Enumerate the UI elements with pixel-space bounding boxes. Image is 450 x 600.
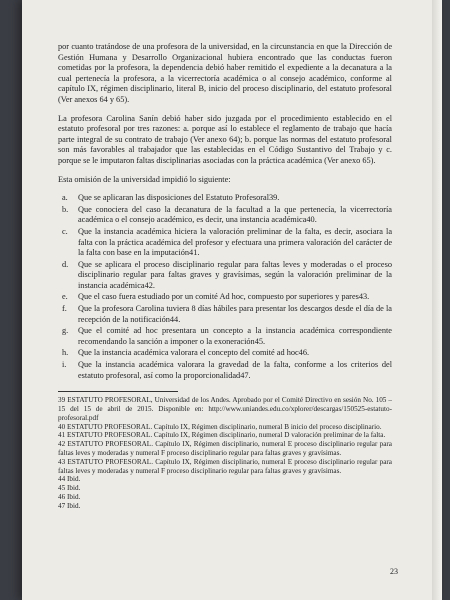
list-text: Que conociera del caso la decanatura de la facultad a la que pertenecía, la vicerrectoría académica o el consejo académico, es decir, una instancia académica40. xyxy=(78,204,392,225)
list-letter: e. xyxy=(62,292,68,302)
footnote: 43 ESTATUTO PROFESORAL. Capítulo IX, Régimen disciplinario, numeral E proceso disciplinario regular para faltas leves y moderadas y numeral F proceso disciplinario regular para faltas graves y gravísimas. xyxy=(58,457,392,475)
list-item xyxy=(58,292,392,303)
list-text: Que se aplicaran las disposiciones del Estatuto Profesoral39. xyxy=(78,193,280,203)
list-letter: i. xyxy=(62,360,67,370)
footnote: 39 ESTATUTO PROFESORAL, Universidad de los Andes. Aprobado por el Comité Directivo en sesión No. 105 – 15 del 15 de abril de 2015. Disponible en: http://www.uniandes.edu.co/xplorer/descargas/150525-estatuto-profesoral.pdf xyxy=(58,396,392,422)
footnote-divider xyxy=(58,391,178,392)
page-number: 23 xyxy=(390,567,398,576)
list-item xyxy=(58,304,392,325)
list-item xyxy=(58,360,392,381)
list-text: Que el caso fuera estudiado por un comité Ad hoc, compuesto por superiores y pares43. xyxy=(78,292,370,302)
footnote: 45 Ibid. xyxy=(58,484,81,493)
list-text: Que se aplicara el proceso disciplinario regular para faltas leves y moderadas o el proceso disciplinario regular para faltas graves y gravísimas, según la valoración preliminar de la instancia académica42. xyxy=(78,259,392,290)
list-text: Que la instancia académica valorara el concepto del comité ad hoc46. xyxy=(78,348,310,358)
list-item xyxy=(58,326,392,347)
paragraph-1: por cuanto tratándose de una profesora de la universidad, en la circunstancia en que la Dirección de Gestión Humana y Desarrollo Organizacional hubiera encontrado que las conductas fueron cometidas por la profesora, la dependencia debió haber remitido el expediente a la decanatura a la cual pertenecía la profesora, a la vicerrectoría académica o al consejo académico, conforme al capítulo IX, régimen disciplinario, literal B, inicio del proceso disciplinario, del estatuto profesoral (Ver anexos 64 y 65). xyxy=(58,42,392,104)
list-letter: c. xyxy=(62,226,68,236)
list-letter: h. xyxy=(62,348,69,358)
list-item xyxy=(58,205,392,226)
list-item xyxy=(58,348,392,359)
list-text: Que la instancia académica valorara la gravedad de la falta, conforme a los criterios del estatuto profesoral, así como la proporcionalidad47. xyxy=(78,360,392,380)
footnote: 47 Ibid. xyxy=(58,501,81,510)
footnote: 40 ESTATUTO PROFESORAL. Capítulo IX, Régimen disciplinario, numeral B inicio del proceso disciplinario. xyxy=(58,422,382,431)
footnote: 41 ESTATUTO PROFESORAL. Capítulo IX, Régimen disciplinario, numeral D valoración preliminar de la falta. xyxy=(58,431,386,440)
list-letter: b. xyxy=(62,204,69,214)
footnote: 42 ESTATUTO PROFESORAL. Capítulo IX, Régimen disciplinario, numeral E proceso disciplinario regular para faltas leves y moderadas y numeral F proceso disciplinario regular para faltas graves y gravísimas. xyxy=(58,440,392,457)
paragraph-2: La profesora Carolina Sanín debió haber sido juzgada por el procedimiento establecido en el estatuto profesoral por tres razones: a. porque así lo establece el reglamento de trabajo que hacía parte integral de su contrato de trabajo (Ver anexo 64); b. porque las normas del estatuto profesoral son más favorables al trabajador que las establecidas en el Código Sustantivo del Trabajo y c. porque se le imputaron faltas disciplinarias asociadas con la práctica académica (Ver anexo 65). xyxy=(58,113,392,165)
omission-list xyxy=(58,193,392,381)
list-letter: g. xyxy=(62,326,69,336)
paragraph-3: Esta omisión de la universidad impidió lo siguiente: xyxy=(58,174,231,184)
list-letter: f. xyxy=(62,304,67,314)
footnote: 44 Ibid. xyxy=(58,475,81,484)
list-letter: d. xyxy=(62,259,69,269)
list-text: Que la profesora Carolina tuviera 8 días hábiles para presentar los descargos desde el día de la recepción de la notificación44. xyxy=(78,304,392,324)
list-item xyxy=(58,260,392,292)
footnote: 46 Ibid. xyxy=(58,492,81,501)
list-text: Que el comité ad hoc presentara un concepto a la instancia académica correspondiente recomendando la sanción a imponer o la exoneración45. xyxy=(78,326,392,346)
list-item xyxy=(58,227,392,259)
list-letter: a. xyxy=(62,193,68,203)
page-edge xyxy=(432,0,442,600)
list-text: Que la instancia académica hiciera la valoración preliminar de la falta, es decir, asociara la falta con la práctica académica del profesor y efectuara una primera valoración del carácter de la falta con base en la imputación41. xyxy=(78,226,392,258)
page-body xyxy=(58,42,392,511)
list-item xyxy=(58,193,392,204)
footnotes xyxy=(58,396,392,510)
document-page xyxy=(22,0,442,600)
